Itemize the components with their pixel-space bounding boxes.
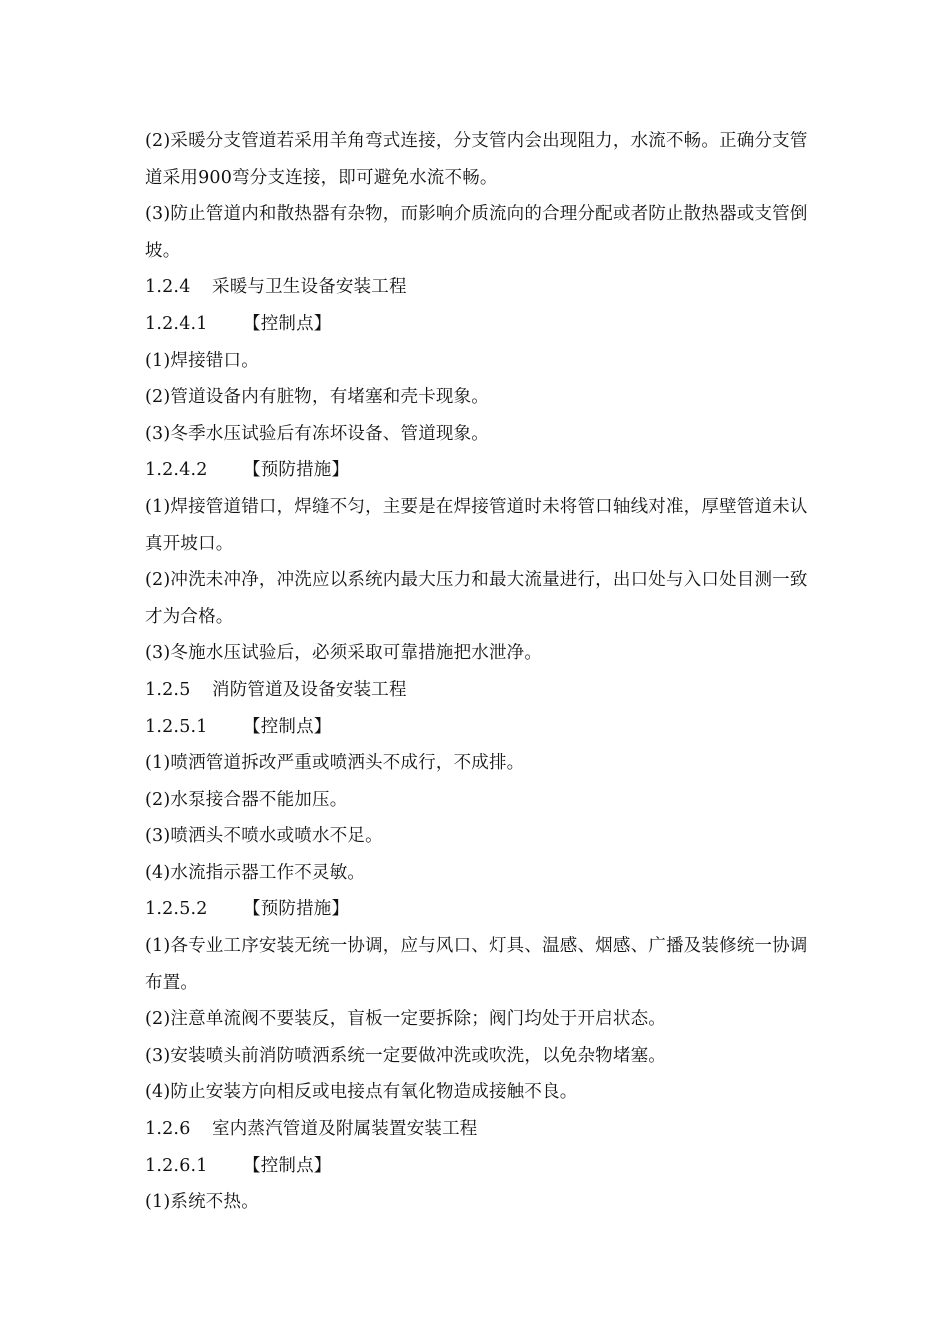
subsection-number: 1.2.5.2 xyxy=(145,899,208,920)
section-heading xyxy=(145,269,810,306)
list-item: (4)防止安装方向相反或电接点有氧化物造成接触不良。 xyxy=(145,1082,578,1103)
list-item: (2)注意单流阀不要装反，盲板一定要拆除；阀门均处于开启状态。 xyxy=(145,1009,666,1030)
section-title: 采暖与卫生设备安装工程 xyxy=(212,277,407,298)
list-item: (1)系统不热。 xyxy=(145,1192,259,1213)
section-number: 1.2.4 xyxy=(145,277,191,298)
list-item: (4)水流指示器工作不灵敏。 xyxy=(145,862,366,883)
list-item: (3)安装喷头前消防喷洒系统一定要做冲洗或吹洗，以免杂物堵塞。 xyxy=(145,1045,666,1066)
document-body xyxy=(145,123,810,1221)
paragraph: (2)采暖分支管道若采用羊角弯式连接，分支管内会出现阻力，水流不畅。正确分支管道采用900弯分支连接，即可避免水流不畅。 xyxy=(145,131,808,188)
list-item: (1)焊接错口。 xyxy=(145,350,259,371)
list-item: (2)管道设备内有脏物，有堵塞和壳卡现象。 xyxy=(145,387,489,408)
section-heading xyxy=(145,672,810,709)
paragraph: (1)各专业工序安装无统一协调，应与风口、灯具、温感、烟感、广播及装修统一协调布置。 xyxy=(145,936,808,993)
list-item: (3)冬季水压试验后有冻坏设备、管道现象。 xyxy=(145,423,489,444)
subsection-number: 1.2.4.2 xyxy=(145,460,208,481)
subsection-title: 【控制点】 xyxy=(243,1155,332,1176)
paragraph: (1)焊接管道错口，焊缝不匀，主要是在焊接管道时未将管口轴线对准，厚壁管道未认真开坡口。 xyxy=(145,496,808,554)
subsection-number: 1.2.5.1 xyxy=(145,716,208,737)
list-item: (3)喷洒头不喷水或喷水不足。 xyxy=(145,826,383,847)
section-number: 1.2.6 xyxy=(145,1119,191,1140)
subsection-number: 1.2.4.1 xyxy=(145,313,208,334)
list-item: (3)冬施水压试验后，必须采取可靠措施把水泄净。 xyxy=(145,643,543,664)
list-item: (1)喷洒管道拆改严重或喷洒头不成行，不成排。 xyxy=(145,753,525,774)
subsection-title: 【控制点】 xyxy=(243,716,332,737)
paragraph: (2)冲洗未冲净，冲洗应以系统内最大压力和最大流量进行，出口处与入口处目测一致才为合格。 xyxy=(145,570,808,627)
subsection-heading xyxy=(145,452,810,489)
section-heading xyxy=(145,1111,810,1148)
paragraph: (3)防止管道内和散热器有杂物，而影响介质流向的合理分配或者防止散热器或支管倒坡。 xyxy=(145,204,808,261)
list-item: (2)水泵接合器不能加压。 xyxy=(145,789,348,810)
section-title: 消防管道及设备安装工程 xyxy=(212,679,407,700)
subsection-title: 【控制点】 xyxy=(243,313,332,334)
subsection-title: 【预防措施】 xyxy=(243,460,350,481)
section-title: 室内蒸汽管道及附属装置安装工程 xyxy=(212,1119,478,1140)
subsection-number: 1.2.6.1 xyxy=(145,1155,208,1176)
section-number: 1.2.5 xyxy=(145,679,191,700)
subsection-heading xyxy=(145,306,810,343)
subsection-title: 【预防措施】 xyxy=(243,899,350,920)
subsection-heading xyxy=(145,709,810,746)
subsection-heading xyxy=(145,891,810,928)
subsection-heading xyxy=(145,1148,810,1185)
